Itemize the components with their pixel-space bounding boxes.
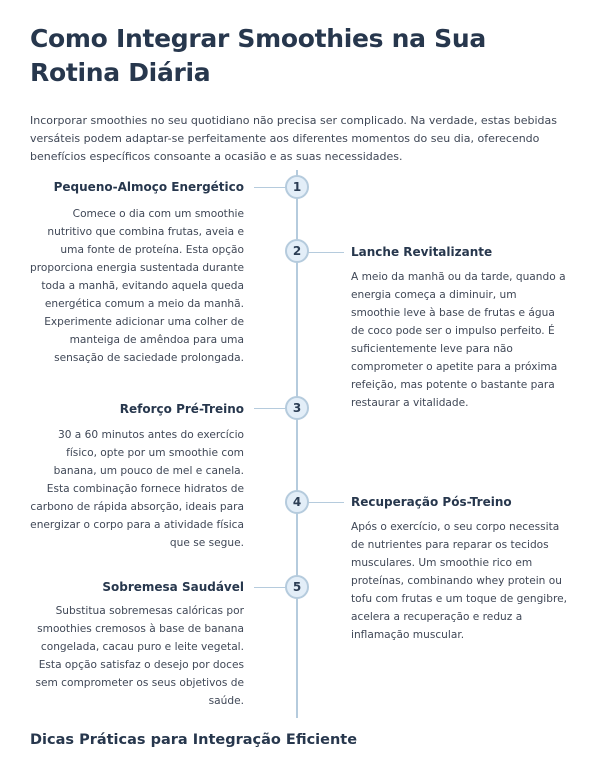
timeline-connector [308, 252, 344, 253]
timeline-connector [254, 187, 286, 188]
timeline-marker: 3 [285, 396, 309, 420]
section-heading: Dicas Práticas para Integração Eficiente [30, 732, 358, 748]
timeline-item-text: 30 a 60 minutos antes do exercício físico, opte por um smoothie com banana, um pouco de mel e canela. Esta combinação fornece hidratos de carbono de rápida absorção, ideais para energizar o corpo para a atividade física que se segue. [30, 429, 244, 549]
timeline-item-text: Substitua sobremesas calóricas por smoothies cremosos à base de banana congelada, cacau puro e leite vegetal. Esta opção satisfaz o desejo por doces sem comprometer os seus objetivos de saúde. [35, 605, 244, 707]
page-title: Como Integrar Smoothies na Sua Rotina Diária [30, 24, 486, 87]
timeline-item-title: Recuperação Pós-Treino [351, 495, 512, 509]
timeline-item-title: Lanche Revitalizante [351, 245, 493, 259]
timeline-marker: 2 [285, 239, 309, 263]
timeline-connector [254, 408, 286, 409]
timeline-item-title: Reforço Pré-Treino [119, 402, 244, 416]
timeline-marker: 1 [285, 175, 309, 199]
timeline-item-text: Após o exercício, o seu corpo necessita de nutrientes para reparar os tecidos musculares. Um smoothie rico em proteínas, combinando whey protein ou tofu com frutas e um toque de gengibre, acelera a recuperação e reduz a inflamação muscular. [351, 521, 567, 641]
timeline-item-text: A meio da manhã ou da tarde, quando a energia começa a diminuir, um smoothie leve à base de frutas e água de coco pode ser o impulso perfeito. É suficientemente leve para não comprometer o apetite para a próxima refeição, mas potente o bastante para restaurar a vitalidade. [351, 271, 566, 409]
timeline-connector [254, 587, 286, 588]
timeline-item-title: Sobremesa Saudável [102, 580, 244, 594]
timeline-marker: 5 [285, 575, 309, 599]
timeline-marker: 4 [285, 490, 309, 514]
timeline-item-title: Pequeno-Almoço Energético [53, 180, 244, 194]
timeline-connector [308, 502, 344, 503]
timeline-item-text: Comece o dia com um smoothie nutritivo que combina frutas, aveia e uma fonte de proteína. Esta opção proporciona energia sustentada durante toda a manhã, evitando aquela queda energética comum a meio da manhã. Experimente adicionar uma colher de manteiga de amêndoa para uma sensação de saciedade prolongada. [30, 208, 244, 364]
intro-paragraph: Incorporar smoothies no seu quotidiano não precisa ser complicado. Na verdade, estas bebidas versáteis podem adaptar-se perfeitamente aos diferentes momentos do seu dia, oferecendo benefícios específicos consoante a ocasião e as suas necessidades. [30, 114, 557, 163]
